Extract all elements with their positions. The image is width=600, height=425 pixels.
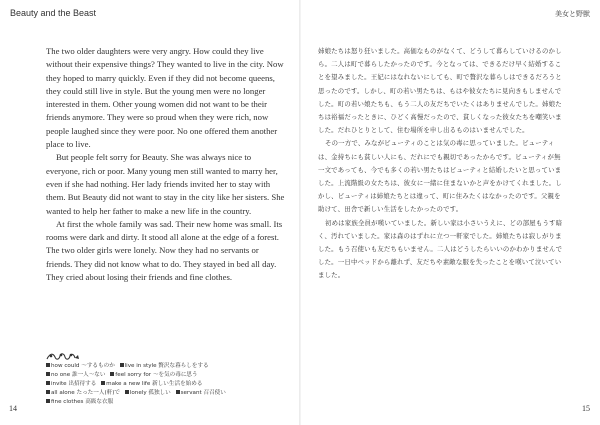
glossary-item: feel sorry for ～を気の毒に思う bbox=[110, 372, 197, 378]
glossary-ornament-icon bbox=[46, 352, 80, 362]
running-head-left: Beauty and the Beast bbox=[10, 8, 97, 18]
page-number-left: 14 bbox=[9, 404, 17, 413]
glossary-item: servant 召召使い bbox=[176, 390, 226, 396]
glossary-item: live in style 贅沢な暮らしをする bbox=[120, 363, 209, 369]
page-number-right: 15 bbox=[582, 404, 590, 413]
english-text bbox=[46, 45, 286, 284]
english-paragraph: At first the whole family was sad. Their new home was small. Its rooms were dark and dirty. It stood all alone at the edge of a forest. The two older girls were lonely. Now they had no servants or friends. They did not know what to do. They stayed in bed all day. They cried about losing their friends and fine clothes. bbox=[46, 218, 283, 283]
glossary bbox=[46, 362, 242, 407]
glossary-item: how could ～するものか bbox=[46, 363, 115, 369]
right-page bbox=[300, 0, 600, 425]
glossary-item: invite 出招待する bbox=[46, 381, 96, 387]
japanese-paragraph: 初めは家族全員が嘆いていました。新しい家は小さいうえに、どの部屋もうす暗く、汚れていました。家は森のはずれに立つ一軒家でした。姉娘たちは寂しがりました。もう召使いも友だちもいません。二人はどうしたらいいのかわかりませんでした。一日中ベッドから離れず、友だちや素敵な服を失ったことを嘆いて泣いていました。 bbox=[318, 218, 563, 280]
japanese-paragraph: 姉娘たちは怒り狂いました。高価なものがなくて、どうして暮らしていけるのかしら。二人は町で暮らしたかったのです。今となっては、できるだけ早く結婚することを望みました。王妃にはなれないにしても、町で贅沢な暮らしはできるだろうと思ったのです。しかし、町の若い男たちは、もはや彼女たちに見向きもしませんでした。町の若い娘たちも、もう二人の友だちでいたくはありませんでした。姉娘たちは裕福だったときに、ひどく高慢だったので、貧しくなった彼女たちを嘲笑いました。だれひとりとして、住む場所を申し出るものはいませんでした。 bbox=[318, 47, 562, 135]
japanese-paragraph: その一方で、みながビューティのことは気の毒に思っていました。ビューティは、金持ちにも貧しい人にも、だれにでも親切であったからです。ビューティが無一文であっても、今でも多くの若い男たちはビューティと結婚したいと思っていました。上流階級の女たちは、彼女に一緒に住まないかと声をかけてくれました。しかし、ビューティは姉娘たちとは違って、町に住みたくはなかったのです。父親を助けて、田舎で新しい生活をしたかったのです。 bbox=[318, 139, 562, 214]
running-head-right: 美女と野獣 bbox=[555, 10, 590, 18]
glossary-item: all alone たった一人(軒)で bbox=[46, 390, 120, 396]
japanese-text bbox=[318, 45, 566, 283]
glossary-item: lonely 孤独しい bbox=[125, 390, 171, 396]
glossary-item: make a new life 新しい生活を始める bbox=[101, 381, 202, 387]
english-paragraph: But people felt sorry for Beauty. She was always nice to everyone, rich or poor. Many young men still wanted to marry her, even if she had nothing. Her lady friends invited her to stay with them. But Beauty did not want to stay in the city like her sisters. She wanted to help her father to make a new life in the country. bbox=[46, 152, 285, 216]
english-paragraph: The two older daughters were very angry. How could they live without their expensive things? They wanted to live in the city. Now they hoped to marry quickly. Even if they did not become queens, they could still live in style. But the young men were no longer interested in them. Other young women did not want to be their friends anymore. They were so proud when they were rich, now people laughed since they were poor. No one offered them another place to live. bbox=[46, 46, 284, 150]
glossary-item: no one 誰一人～ない bbox=[46, 372, 106, 378]
glossary-item: fine clothes 高級な衣服 bbox=[46, 399, 113, 405]
